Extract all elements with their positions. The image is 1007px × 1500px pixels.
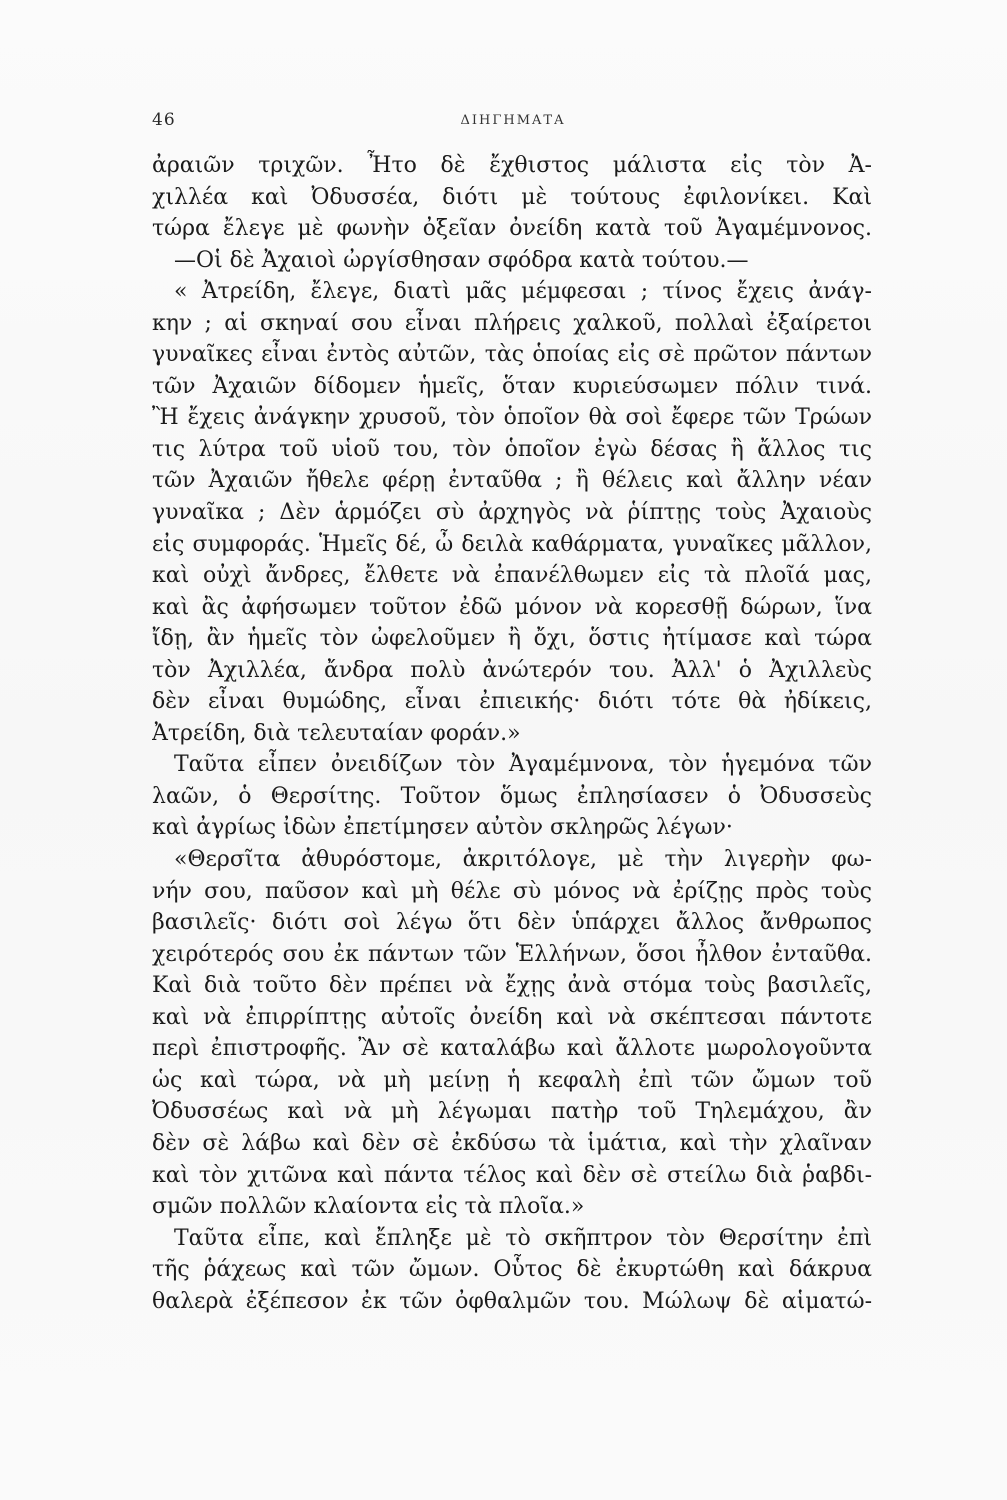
text-line: « Ἀτρείδη, ἔλεγε, διατὶ μᾶς μέμφεσαι ; τίνος ἔχεις ἀνάγ- xyxy=(174,279,872,305)
text-line: τῶν Ἀχαιῶν δίδομεν ἡμεῖς, ὅταν κυριεύσωμεν πόλιν τινά. xyxy=(152,373,872,399)
text-line: κην ; αἱ σκηναί σου εἶναι πλήρεις χαλκοῦ, πολλαὶ ἐξαίρετοι xyxy=(152,310,872,336)
text-line: Ἢ ἔχεις ἀνάγκην χρυσοῦ, τὸν ὁποῖον θὰ σοὶ ἔφερε τῶν Τρώων xyxy=(152,405,872,431)
text-line: «Θερσῖτα ἀθυρόστομε, ἀκριτόλογε, μὲ τὴν λιγερὴν φω- xyxy=(174,847,872,873)
text-line: ἴδῃ, ἂν ἡμεῖς τὸν ὠφελοῦμεν ἢ ὄχι, ὅστις ἠτίμασε καὶ τώρα xyxy=(152,626,872,652)
text-line: δὲν σὲ λάβω καὶ δὲν σὲ ἐκδύσω τὰ ἱμάτια, καὶ τὴν χλαῖναν xyxy=(152,1130,872,1156)
text-line: τῆς ῥάχεως καὶ τῶν ὤμων. Οὗτος δὲ ἐκυρτώθη καὶ δάκρυα xyxy=(152,1257,872,1283)
text-line: δὲν εἶναι θυμώδης, εἶναι ἐπιεικής· διότι τότε θὰ ἠδίκεις, xyxy=(152,689,872,715)
text-line: τὸν Ἀχιλλέα, ἄνδρα πολὺ ἀνώτερόν του. Ἀλλ' ὁ Ἀχιλλεὺς xyxy=(152,657,872,683)
page-number: 46 xyxy=(152,110,176,130)
text-line: περὶ ἐπιστροφῆς. Ἂν σὲ καταλάβω καὶ ἄλλοτε μωρολογοῦντα xyxy=(152,1036,872,1062)
page-header xyxy=(152,110,874,134)
text-line: Καὶ διὰ τοῦτο δὲν πρέπει νὰ ἔχῃς ἀνὰ στόμα τοὺς βασιλεῖς, xyxy=(152,973,872,999)
text-line: γυναῖκα ; Δὲν ἁρμόζει σὺ ἀρχηγὸς νὰ ῥίπτῃς τοὺς Ἀχαιοὺς xyxy=(152,500,872,526)
text-line: καὶ ἂς ἀφήσωμεν τοῦτον ἐδῶ μόνον νὰ κορεσθῇ δώρων, ἵνα xyxy=(152,594,872,620)
body-text xyxy=(152,150,872,1317)
text-line: Ταῦτα εἶπε, καὶ ἔπληξε μὲ τὸ σκῆπτρον τὸν Θερσίτην ἐπὶ xyxy=(174,1225,872,1251)
text-line: σμῶν πολλῶν κλαίοντα εἰς τὰ πλοῖα.» xyxy=(152,1194,585,1220)
text-line: εἰς συμφοράς. Ἡμεῖς δέ, ὦ δειλὰ καθάρματα, γυναῖκες μᾶλλον, xyxy=(152,531,872,557)
text-line: —Οἱ δὲ Ἀχαιοὶ ὠργίσθησαν σφόδρα κατὰ τούτου.— xyxy=(174,247,749,273)
text-line: γυναῖκες εἶναι ἐντὸς αὐτῶν, τὰς ὁποίας εἰς σὲ πρῶτον πάντων xyxy=(152,342,872,368)
running-title: ΔΙΗΓΗΜΑΤΑ xyxy=(460,113,566,128)
text-line: τώρα ἔλεγε μὲ φωνὴν ὀξεῖαν ὀνείδη κατὰ τοῦ Ἀγαμέμνονος. xyxy=(152,216,872,242)
text-line: τῶν Ἀχαιῶν ἤθελε φέρῃ ἐνταῦθα ; ἢ θέλεις καὶ ἄλλην νέαν xyxy=(152,468,872,494)
text-line: καὶ τὸν χιτῶνα καὶ πάντα τέλος καὶ δὲν σὲ στείλω διὰ ῥαβδι- xyxy=(152,1162,872,1188)
text-line: χειρότερός σου ἐκ πάντων τῶν Ἑλλήνων, ὅσοι ἦλθον ἐνταῦθα. xyxy=(152,941,872,967)
text-line: καὶ νὰ ἐπιρρίπτῃς αὐτοῖς ὀνείδη καὶ νὰ σκέπτεσαι πάντοτε xyxy=(152,1004,872,1030)
text-line: ἀραιῶν τριχῶν. Ἦτο δὲ ἔχθιστος μάλιστα εἰς τὸν Ἀ- xyxy=(152,153,872,178)
text-line: καὶ οὐχὶ ἄνδρες, ἔλθετε νὰ ἐπανέλθωμεν εἰς τὰ πλοῖά μας, xyxy=(152,563,872,589)
text-line: τις λύτρα τοῦ υἱοῦ του, τὸν ὁποῖον ἐγὼ δέσας ἢ ἄλλος τις xyxy=(152,436,872,462)
text-line: βασιλεῖς· διότι σοὶ λέγω ὅτι δὲν ὑπάρχει ἄλλος ἄνθρωπος xyxy=(152,910,872,936)
text-line: Ὀδυσσέως καὶ νὰ μὴ λέγωμαι πατὴρ τοῦ Τηλεμάχου, ἂν xyxy=(152,1099,872,1125)
text-line: νήν σου, παῦσον καὶ μὴ θέλε σὺ μόνος νὰ ἐρίζῃς πρὸς τοὺς xyxy=(152,878,872,904)
text-line: καὶ ἀγρίως ἰδὼν ἐπετίμησεν αὐτὸν σκληρῶς λέγων· xyxy=(152,815,733,841)
text-line: Ταῦτα εἶπεν ὀνειδίζων τὸν Ἀγαμέμνονα, τὸν ἡγεμόνα τῶν xyxy=(174,752,872,778)
text-line: λαῶν, ὁ Θερσίτης. Τοῦτον ὅμως ἐπλησίασεν ὁ Ὀδυσσεὺς xyxy=(152,783,872,809)
text-line: ὡς καὶ τώρα, νὰ μὴ μείνῃ ἡ κεφαλὴ ἐπὶ τῶν ὤμων τοῦ xyxy=(152,1067,872,1093)
text-line: χιλλέα καὶ Ὀδυσσέα, διότι μὲ τούτους ἐφιλονίκει. Καὶ xyxy=(152,184,872,210)
text-line: Ἀτρείδη, διὰ τελευταίαν φοράν.» xyxy=(152,720,521,746)
text-line: θαλερὰ ἐξέπεσον ἐκ τῶν ὀφθαλμῶν του. Μώλωψ δὲ αἱματώ- xyxy=(152,1288,872,1314)
